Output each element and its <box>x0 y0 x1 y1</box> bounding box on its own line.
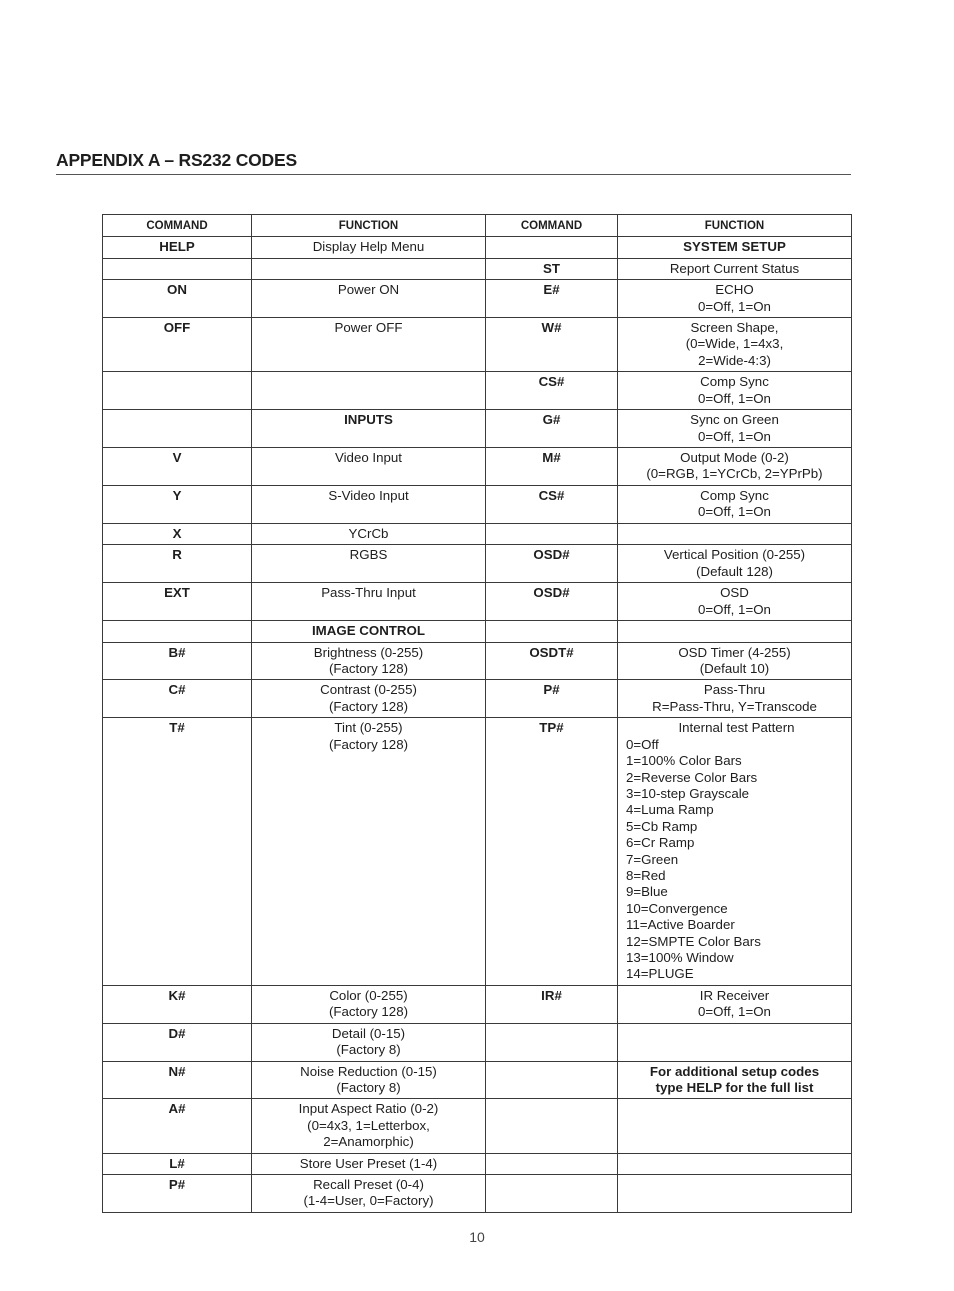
function-cell <box>252 372 486 410</box>
function-line: Vertical Position (0-255) <box>663 547 806 563</box>
command-cell: R <box>103 545 252 583</box>
column-header-command: COMMAND <box>486 215 618 237</box>
command-cell: W# <box>486 318 618 372</box>
table-row <box>103 1023 852 1061</box>
function-cell <box>618 523 852 544</box>
function-cell <box>618 545 852 583</box>
column-header-function: FUNCTION <box>252 215 486 237</box>
function-cell-test-pattern <box>618 718 852 986</box>
command-cell: C# <box>103 680 252 718</box>
command-cell: L# <box>103 1153 252 1174</box>
command-cell: P# <box>103 1175 252 1213</box>
function-line: Input Aspect Ratio (0-2) <box>298 1101 439 1117</box>
function-line: 0=Off, 1=On <box>698 428 771 444</box>
function-cell <box>618 1175 852 1213</box>
table-row <box>103 523 852 544</box>
function-line: 0=Off, 1=On <box>698 390 771 406</box>
command-cell: E# <box>486 280 618 318</box>
command-cell: P# <box>486 680 618 718</box>
function-line: (0=4x3, 1=Letterbox, <box>307 1117 430 1133</box>
function-line: Recall Preset (0-4) <box>313 1177 424 1193</box>
function-cell <box>618 372 852 410</box>
function-line: S-Video Input <box>328 487 409 503</box>
function-cell <box>618 985 852 1023</box>
function-cell <box>618 485 852 523</box>
table-row <box>103 372 852 410</box>
command-cell: OSDT# <box>486 642 618 680</box>
function-line: Screen Shape, <box>690 320 779 336</box>
function-line: 2=Anamorphic) <box>323 1134 414 1150</box>
function-cell <box>618 258 852 279</box>
function-cell <box>252 1175 486 1213</box>
table-row <box>103 258 852 279</box>
table-row <box>103 410 852 448</box>
function-line: (Factory 128) <box>328 698 409 714</box>
function-line: Pass-Thru Input <box>321 585 416 601</box>
test-pattern-option: 10=Convergence <box>626 900 728 916</box>
command-cell: G# <box>486 410 618 448</box>
function-line: ECHO <box>715 282 754 298</box>
function-cell <box>252 985 486 1023</box>
command-cell <box>486 1153 618 1174</box>
rs232-codes-table <box>102 214 852 1213</box>
function-cell <box>252 448 486 486</box>
function-cell <box>618 1099 852 1153</box>
command-cell: CS# <box>486 372 618 410</box>
function-line: 0=Off, 1=On <box>698 1004 771 1020</box>
page-title: APPENDIX A – RS232 CODES <box>56 150 851 175</box>
function-line: (Factory 128) <box>328 736 409 752</box>
command-cell: B# <box>103 642 252 680</box>
function-line: 0=Off, 1=On <box>698 298 771 314</box>
command-cell: V <box>103 448 252 486</box>
function-cell <box>618 1061 852 1099</box>
function-cell <box>618 237 852 258</box>
command-cell: IR# <box>486 985 618 1023</box>
table-row <box>103 1099 852 1153</box>
test-pattern-option: 6=Cr Ramp <box>626 835 695 851</box>
function-cell <box>618 1153 852 1174</box>
table-body <box>103 237 852 1212</box>
function-cell <box>252 545 486 583</box>
column-header-command: COMMAND <box>103 215 252 237</box>
command-cell: T# <box>103 718 252 986</box>
function-line: (0=RGB, 1=YCrCb, 2=YPrPb) <box>646 466 823 482</box>
function-line: (Factory 128) <box>328 660 409 676</box>
function-line: (Factory 8) <box>336 1042 401 1058</box>
function-cell <box>252 1153 486 1174</box>
test-pattern-option: 4=Luma Ramp <box>626 802 714 818</box>
function-cell <box>618 680 852 718</box>
command-cell: N# <box>103 1061 252 1099</box>
function-cell <box>252 621 486 642</box>
test-pattern-option: 2=Reverse Color Bars <box>626 769 758 785</box>
test-pattern-option: 5=Cb Ramp <box>626 818 698 834</box>
command-cell: OFF <box>103 318 252 372</box>
function-cell <box>618 583 852 621</box>
table-row <box>103 1061 852 1099</box>
table-row <box>103 621 852 642</box>
command-cell: ST <box>486 258 618 279</box>
command-cell: A# <box>103 1099 252 1153</box>
function-line: Color (0-255) <box>329 987 408 1003</box>
function-cell <box>618 621 852 642</box>
test-pattern-option: 12=SMPTE Color Bars <box>626 933 761 949</box>
function-line: Store User Preset (1-4) <box>299 1155 438 1171</box>
function-line: (Factory 8) <box>336 1080 401 1096</box>
command-cell <box>486 1023 618 1061</box>
function-line: Contrast (0-255) <box>320 682 417 698</box>
command-cell <box>103 621 252 642</box>
test-pattern-option: 13=100% Window <box>626 950 734 965</box>
function-line: type HELP for the full list <box>655 1080 814 1096</box>
function-cell <box>252 718 486 986</box>
column-header-function: FUNCTION <box>618 215 852 237</box>
command-cell: Y <box>103 485 252 523</box>
function-line: Report Current Status <box>669 260 800 276</box>
function-line: Pass-Thru <box>703 682 766 698</box>
function-cell <box>252 523 486 544</box>
function-line: IMAGE CONTROL <box>311 623 426 639</box>
test-pattern-title: Internal test Pattern <box>678 720 795 736</box>
page-number: 10 <box>469 1229 485 1245</box>
function-line: (0=Wide, 1=4x3, <box>685 336 784 352</box>
command-cell: OSD# <box>486 583 618 621</box>
command-cell <box>486 523 618 544</box>
command-cell: D# <box>103 1023 252 1061</box>
command-cell: X <box>103 523 252 544</box>
function-line: Output Mode (0-2) <box>680 450 789 466</box>
command-cell <box>103 372 252 410</box>
function-cell <box>252 410 486 448</box>
function-line: Power OFF <box>334 320 403 336</box>
table-row <box>103 318 852 372</box>
function-line: OSD <box>720 585 749 601</box>
function-cell <box>618 448 852 486</box>
test-pattern-option: 9=Blue <box>626 884 668 900</box>
function-line: For additional setup codes <box>649 1063 820 1079</box>
command-cell <box>486 1099 618 1153</box>
function-cell <box>252 1061 486 1099</box>
function-cell <box>618 1023 852 1061</box>
table-row <box>103 485 852 523</box>
function-cell <box>252 583 486 621</box>
function-cell <box>252 258 486 279</box>
command-cell <box>486 621 618 642</box>
function-line: IR Receiver <box>699 987 770 1003</box>
function-cell <box>252 485 486 523</box>
table-row <box>103 448 852 486</box>
table-header-row <box>103 215 852 237</box>
function-line: Power ON <box>337 282 400 298</box>
test-pattern-option: 1=100% Color Bars <box>626 753 742 769</box>
command-cell <box>486 237 618 258</box>
function-line: (1-4=User, 0=Factory) <box>303 1193 434 1209</box>
function-line: Tint (0-255) <box>334 720 403 736</box>
test-pattern-option: 7=Green <box>626 851 679 867</box>
function-line: Detail (0-15) <box>331 1025 406 1041</box>
table-row <box>103 642 852 680</box>
test-pattern-option: 0=Off <box>626 736 659 752</box>
function-cell <box>618 410 852 448</box>
function-line: Video Input <box>334 450 403 466</box>
function-line: (Default 10) <box>699 660 770 676</box>
function-line: Noise Reduction (0-15) <box>300 1063 437 1079</box>
function-cell <box>252 1099 486 1153</box>
function-line: YCrCb <box>348 525 389 541</box>
function-cell <box>252 680 486 718</box>
function-line: OSD Timer (4-255) <box>678 644 791 660</box>
table-row <box>103 680 852 718</box>
function-cell <box>252 318 486 372</box>
command-cell: K# <box>103 985 252 1023</box>
test-pattern-option: 14=PLUGE <box>626 966 694 982</box>
function-cell <box>618 280 852 318</box>
function-cell <box>618 642 852 680</box>
function-line: Brightness (0-255) <box>313 644 424 660</box>
function-cell <box>618 318 852 372</box>
table-row <box>103 718 852 986</box>
test-pattern-option: 8=Red <box>626 867 666 883</box>
function-line: SYSTEM SETUP <box>683 239 786 255</box>
function-cell <box>252 237 486 258</box>
table-row <box>103 545 852 583</box>
function-line: 0=Off, 1=On <box>698 504 771 520</box>
table-row <box>103 1153 852 1174</box>
function-cell <box>252 642 486 680</box>
command-cell <box>486 1175 618 1213</box>
table-row <box>103 1175 852 1213</box>
command-cell <box>103 410 252 448</box>
command-cell: CS# <box>486 485 618 523</box>
function-cell <box>252 1023 486 1061</box>
command-cell: OSD# <box>486 545 618 583</box>
function-line: Display Help Menu <box>312 239 425 255</box>
command-cell: TP# <box>486 718 618 986</box>
table-row <box>103 280 852 318</box>
command-cell <box>103 258 252 279</box>
table-row <box>103 237 852 258</box>
function-line: Comp Sync <box>700 487 769 503</box>
command-cell: EXT <box>103 583 252 621</box>
function-line: (Factory 128) <box>328 1004 409 1020</box>
function-line: R=Pass-Thru, Y=Transcode <box>652 698 817 714</box>
function-line: RGBS <box>349 547 388 563</box>
function-line: Sync on Green <box>690 412 779 428</box>
table-row <box>103 985 852 1023</box>
function-line: 0=Off, 1=On <box>698 601 771 617</box>
command-cell <box>486 1061 618 1099</box>
function-line: 2=Wide-4:3) <box>698 352 771 368</box>
command-cell: HELP <box>103 237 252 258</box>
command-cell: ON <box>103 280 252 318</box>
command-cell: M# <box>486 448 618 486</box>
function-cell <box>252 280 486 318</box>
table-row <box>103 583 852 621</box>
function-line: (Default 128) <box>696 563 773 579</box>
test-pattern-option: 11=Active Boarder <box>626 917 735 933</box>
function-line: Comp Sync <box>700 374 769 390</box>
function-line: INPUTS <box>344 412 393 428</box>
test-pattern-option: 3=10-step Grayscale <box>626 785 750 801</box>
